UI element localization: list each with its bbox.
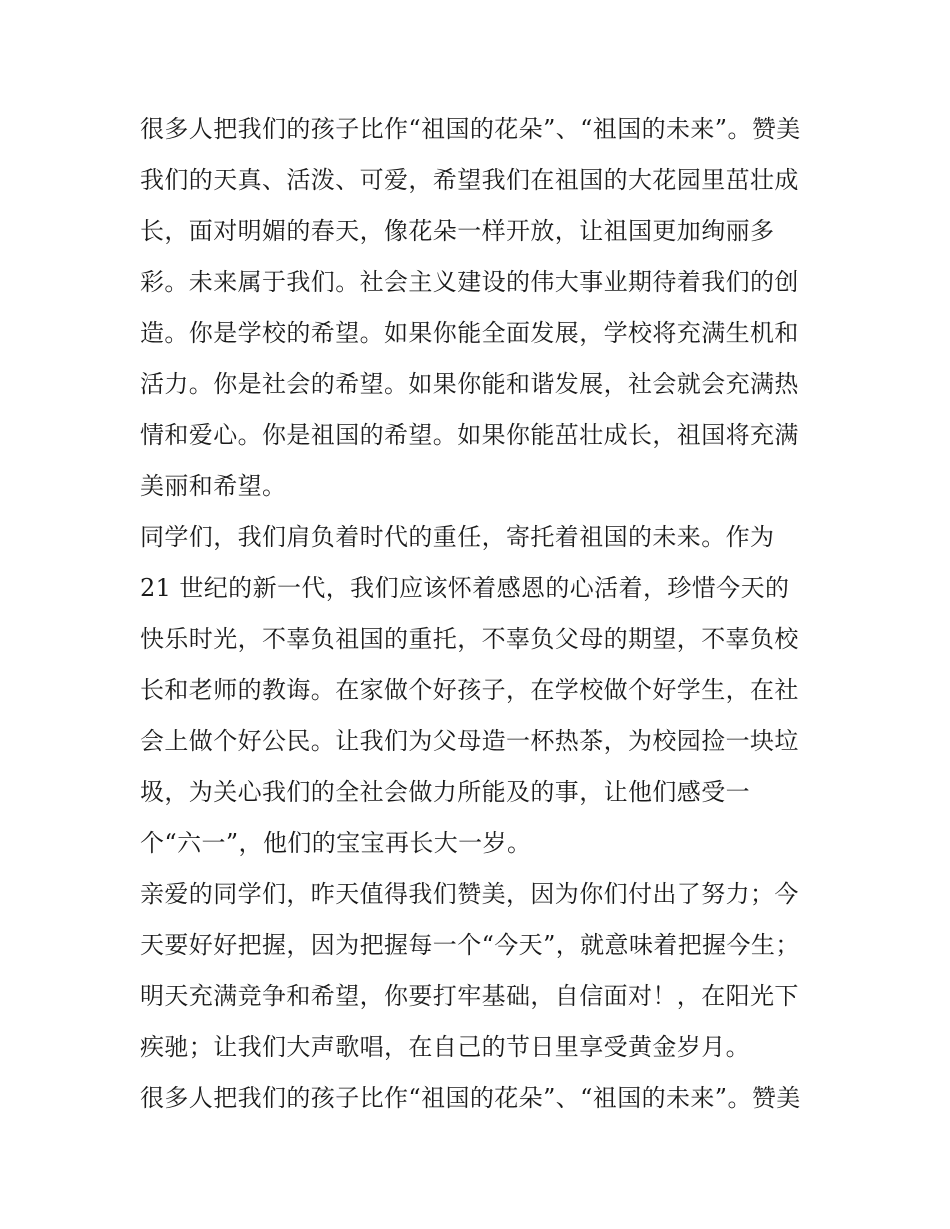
text-line: 彩。未来属于我们。社会主义建设的伟大事业期待着我们的创 <box>140 268 799 296</box>
text-line: 情和爱心。你是祖国的希望。如果你能茁壮成长，祖国将充满 <box>140 421 799 449</box>
text-line: 快乐时光，不辜负祖国的重托，不辜负父母的期望，不辜负校 <box>140 625 799 653</box>
text-line: 很多人把我们的孩子比作“祖国的花朵”、“祖国的未来”。赞美 <box>140 1084 801 1112</box>
text-line: 天要好好把握，因为把握每一个“今天”，就意味着把握今生； <box>140 931 800 959</box>
text-line: 很多人把我们的孩子比作“祖国的花朵”、“祖国的未来”。赞美 <box>140 115 801 143</box>
text-line: 个“六一”，他们的宝宝再长大一岁。 <box>140 829 532 857</box>
text-line: 会上做个好公民。让我们为父母造一杯热茶，为校园捡一块垃 <box>140 727 799 755</box>
text-line: 21 世纪的新一代，我们应该怀着感恩的心活着，珍惜今天的 <box>140 574 790 602</box>
text-line: 造。你是学校的希望。如果你能全面发展，学校将充满生机和 <box>140 319 799 347</box>
text-line: 疾驰；让我们大声歌唱，在自己的节日里享受黄金岁月。 <box>140 1033 750 1061</box>
text-line: 亲爱的同学们，昨天值得我们赞美，因为你们付出了努力；今 <box>140 880 799 908</box>
document-body <box>140 104 820 1124</box>
text-line: 美丽和希望。 <box>140 472 287 500</box>
text-line: 长，面对明媚的春天，像花朵一样开放，让祖国更加绚丽多 <box>140 217 775 245</box>
text-line: 同学们，我们肩负着时代的重任，寄托着祖国的未来。作为 <box>140 523 775 551</box>
text-line: 我们的天真、活泼、可爱，希望我们在祖国的大花园里茁壮成 <box>140 166 799 194</box>
text-line: 活力。你是社会的希望。如果你能和谐发展，社会就会充满热 <box>140 370 799 398</box>
text-line: 圾，为关心我们的全社会做力所能及的事，让他们感受一 <box>140 778 750 806</box>
text-line: 明天充满竞争和希望，你要打牢基础，自信面对！，在阳光下 <box>140 982 799 1010</box>
text-line: 长和老师的教诲。在家做个好孩子，在学校做个好学生，在社 <box>140 676 799 704</box>
